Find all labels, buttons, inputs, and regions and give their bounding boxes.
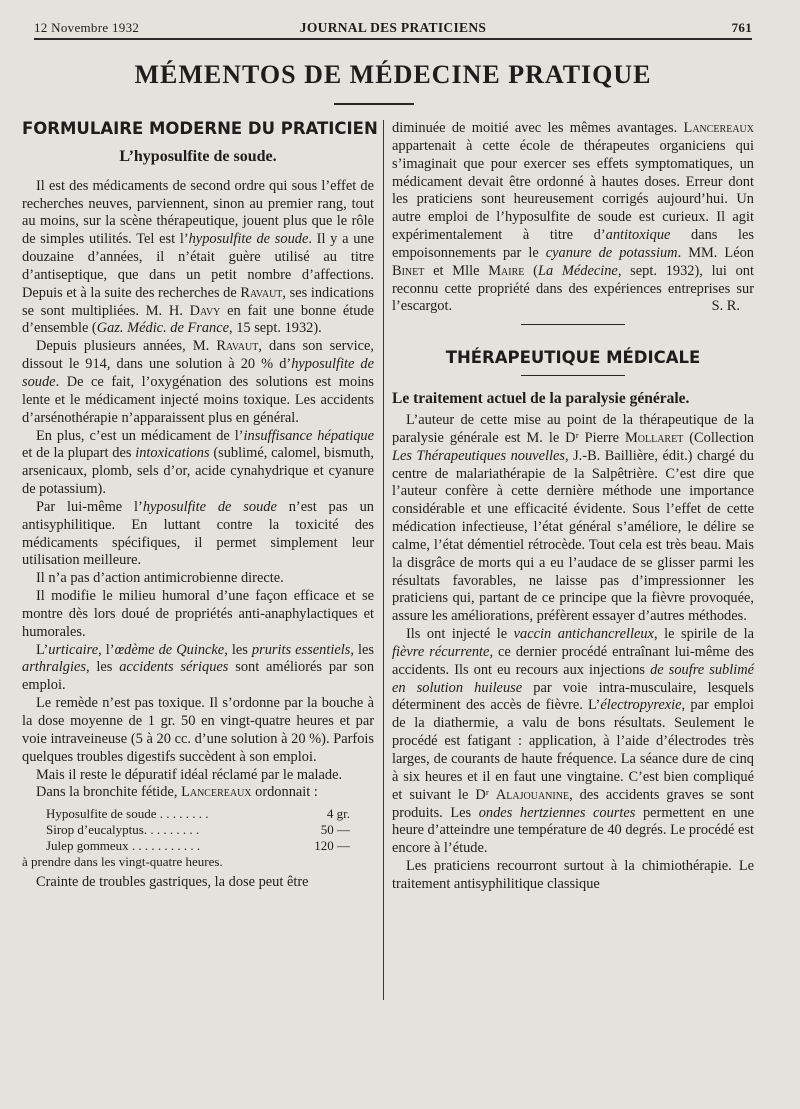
- ingredient-quantity: 4 gr.: [326, 806, 350, 822]
- article-title-paralysie: Le traitement actuel de la paralysie générale.: [392, 390, 690, 408]
- paragraph: Depuis plusieurs années, M. Ravaut, dans son service, dissout le 914, dans une solution à 20 % d’hyposulfite de soude. De ce fait, l’oxygénation des solutions est moins lente et le médicament injecté moins toxique. Les accidents d’arsénothérapie n’apparaissent plus en général.: [22, 338, 374, 426]
- formula-note: à prendre dans les vingt-quatre heures.: [22, 854, 223, 870]
- page-number: 761: [731, 20, 752, 35]
- journal-name: JOURNAL DES PRATICIENS: [299, 20, 487, 35]
- issue-date: 12 Novembre 1932: [34, 20, 140, 35]
- section-heading-formulaire: FORMULAIRE MODERNE DU PRATICIEN: [22, 119, 378, 138]
- paragraph: Dans la bronchite fétide, Lancereaux ordonnait :: [36, 784, 318, 801]
- ingredient-name: Sirop d’eucalyptus. . . . . . . . .: [46, 822, 200, 838]
- paragraph: L’urticaire, l’œdème de Quincke, les prurits essentiels, les arthralgies, les accidents sériques sont améliorés par son emploi.: [22, 641, 375, 694]
- section-heading-therapeutique: THÉRAPEUTIQUE MÉDICALE: [445, 348, 701, 368]
- paragraph: En plus, c’est un médicament de l’insuffisance hépatique et de la plupart des intoxications (sublimé, calomel, bismuth, arsenicaux, plomb, sels d’or, acide cynahydrique et cyanure de potassium).: [22, 427, 374, 498]
- ingredient-name: Julep gommeux . . . . . . . . . . .: [46, 838, 201, 854]
- paragraph: L’auteur de cette mise au point de la thérapeutique de la paralysie générale est M. le Dʳ Pierre Mollaret (Collection Les Thérapeutiques nouvelles, J.-B. Baillière, édit.) chargé du centre de malariathérapie de la Salpêtrière. C’est dire que l’auteur confère à cette dernière méthode une importance considérable et une efficacité évidente. Sous l’effet de cette médication infectieuse, l’état général s’améliore, le délire se calme, l’état démentiel rétrocède. Tout cela est très beau. Mais la disgrâce de morts qui a eu l’audace de se glisser parmi les résultats favorables, ne laisse pas d’impressionner les praticiens qui, partant de ce principe que la fièvre provoquée, assure les améliorations, préfèrent essayer d’autres méthodes.: [392, 411, 755, 625]
- paragraph: Il est des médicaments de second ordre qui sous l’effet de recherches neuves, parviennent, sinon au premier rang, tout au moins, sur la scène thérapeutique, jouent plus que le rôle de simples utilités. Tel est l’hyposulfite de soude. Il y a une douzaine d’années, il n’était guère utilisé au titre d’antiseptique, que dans un petit nombre d’affections. Depuis et à la suite des recherches de Ravaut, ses indications se sont multipliées. M. H. Davy en fait une bonne étude d’ensemble (Gaz. Médic. de France, 15 sept. 1932).: [22, 177, 374, 337]
- running-header: [34, 18, 752, 40]
- ingredient-quantity: 120 —: [314, 838, 350, 854]
- left-column: [22, 119, 378, 1109]
- paragraph: Il n’a pas d’action antimicrobienne directe.: [36, 570, 284, 587]
- ingredient-quantity: 50 —: [320, 822, 350, 838]
- paragraph: Par lui-même l’hyposulfite de soude n’est pas un antisyphilitique. En luttant contre la toxicité des médicaments spécifiques, il permet simplement leur utilisation meilleure.: [22, 498, 374, 569]
- header-rule: [34, 38, 752, 40]
- paragraph: Il modifie le milieu humoral d’une façon efficace et se montre dès lors doué de propriétés anti-anaphylactiques et humorales.: [22, 588, 374, 640]
- paragraph: diminuée de moitié avec les mêmes avantages. Lancereaux appartenait à cette école de thérapeutes organiciens qui s’imaginait que pour exercer ses effets symptomatiques, un médicament devait être ordonné à hautes doses. Erreur dont les praticiens sont heureusement corrigés aujourd’hui. Un autre emploi de l’hyposulfite de soude est curieux. Il agit expérimentalement à titre d’antitoxique dans les empoisonnements par le cyanure de potassium. MM. Léon Binet et Mlle Maire (La Médecine, sept. 1932), lui ont reconnu cette propriété dans des expériences entreprises sur l’escargot. S. R.: [392, 120, 754, 315]
- formula-line: [22, 822, 374, 838]
- section-rule: [521, 375, 625, 376]
- paragraph: Mais il reste le dépuratif idéal réclamé par le malade.: [36, 766, 343, 783]
- prescription-formula: [22, 806, 374, 870]
- paragraph: Les praticiens recourront surtout à la chimiothérapie. Le traitement antisyphilitique classique: [392, 858, 754, 892]
- column-divider: [383, 120, 384, 1000]
- ingredient-name: Hyposulfite de soude . . . . . . . .: [46, 806, 209, 822]
- paragraph: Le remède n’est pas toxique. Il s’ordonne par la bouche à la dose moyenne de 1 gr. 50 en vingt-quatre heures et par voie intraveineuse (5 à 20 cc. d’une solution à 20 %). Parfois quelques troubles digestifs succèdent à son emploi.: [22, 695, 374, 765]
- page-title: MÉMENTOS DE MÉDECINE PRATIQUE: [134, 60, 652, 89]
- author-signature: S. R.: [711, 298, 740, 315]
- article-title-hyposulfite: L’hyposulfite de soude.: [119, 147, 277, 165]
- title-rule: [334, 103, 414, 105]
- paragraph: Crainte de troubles gastriques, la dose peut être: [36, 874, 309, 891]
- formula-line: [22, 838, 374, 854]
- formula-line: [22, 806, 374, 822]
- paragraph: Ils ont injecté le vaccin antichancrelleux, le spirile de la fièvre récurrente, ce dernier procédé entraînant lui-même des accidents. Ils ont eu recours aux injections de soufre sublimé en solution huileuse par voie intra-musculaire, lesquels déterminent des accès de fièvre. L’électropyrexie, par emploi de la diathermie, a valu de bons résultats. Seulement le procédé est fatigant : application, à l’aide d’électrodes très larges, de courants de haute fréquence. La séance dure de cinq à six heures et il en faut une vingtaine. C’est bien compliqué et suivant le Dʳ Alajouanine, des accidents graves se sont produits. Les ondes hertziennes courtes permettent en une heure d’atteindre une température de 40 degrés. Le procédé est encore à l’étude.: [392, 626, 755, 857]
- section-rule: [521, 324, 625, 325]
- right-column: [392, 120, 754, 1109]
